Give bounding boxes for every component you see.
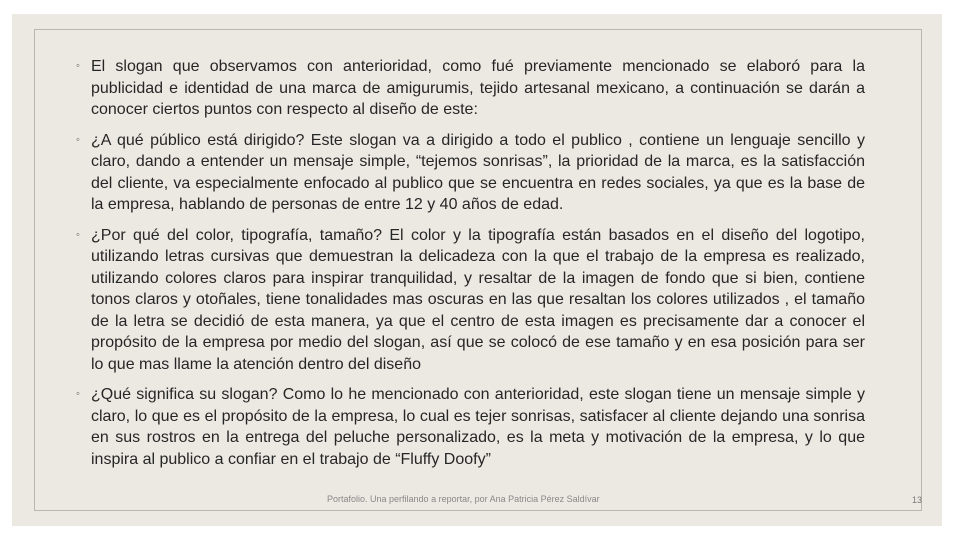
paragraph-text: ¿Por qué del color, tipografía, tamaño? El color y la tipografía están basados en el diseño del logotipo, utilizando letras cursivas que demuestran la delicadeza con la que el trabajo de la empresa es realizado, utilizando colores claros para inspirar tranquilidad, y resaltar de la imagen de fondo que si bien, contiene tonos claros y otoñales, tiene tonalidades mas oscuras en las que resaltan los colores utilizados , el tamaño de la letra se decidió de esta manera, ya que el centro de esta imagen es precisamente dar a conocer el propósito de la empresa por medio del slogan, así que se colocó de ese tamaño y en esa posición para ser lo que mas llame la atención dentro del diseño: [91, 226, 865, 373]
paragraph-design: [76, 225, 865, 376]
slide-footer: Portafolio. Una perfilando a reportar, por Ana Patricia Pérez Saldívar: [327, 494, 600, 504]
bullet-marker: ◦: [76, 133, 80, 146]
paragraph-text: ¿Qué significa su slogan? Como lo he mencionado con anterioridad, este slogan tiene un mensaje simple y claro, lo que es el propósito de la empresa, lo cual es tejer sonrisas, satisfacer al cliente dejando una sonrisa en sus rostros en la entrega del peluche personalizado, es la meta y motivación de la empresa, y lo que inspira al publico a confiar en el trabajo de “Fluffy Doofy”: [91, 386, 865, 468]
page-number: 13: [912, 495, 923, 505]
paragraph-intro: [76, 56, 865, 121]
bullet-marker: ◦: [76, 228, 80, 241]
paragraph-text: El slogan que observamos con anterioridad, como fué previamente mencionado se elaboró para la publicidad e identidad de una marca de amigurumis, tejido artesanal mexicano, a continuación se darán a conocer ciertos puntos con respecto al diseño de este:: [91, 58, 865, 118]
paragraph-audience: [76, 130, 865, 216]
bullet-marker: ◦: [76, 388, 80, 400]
slide-content: [76, 56, 865, 479]
bullet-marker: ◦: [76, 60, 80, 72]
paragraph-text: ¿A qué público está dirigido? Este slogan va a dirigido a todo el publico , contiene un lenguaje sencillo y claro, dando a entender un mensaje simple, “tejemos sonrisas”, la prioridad de la marca, es la satisfacción del cliente, va especialmente enfocado al publico que se encuentra en redes sociales, ya que es la base de la empresa, hablando de personas de entre 12 y 40 años de edad.: [91, 131, 865, 213]
paragraph-meaning: [76, 384, 865, 470]
